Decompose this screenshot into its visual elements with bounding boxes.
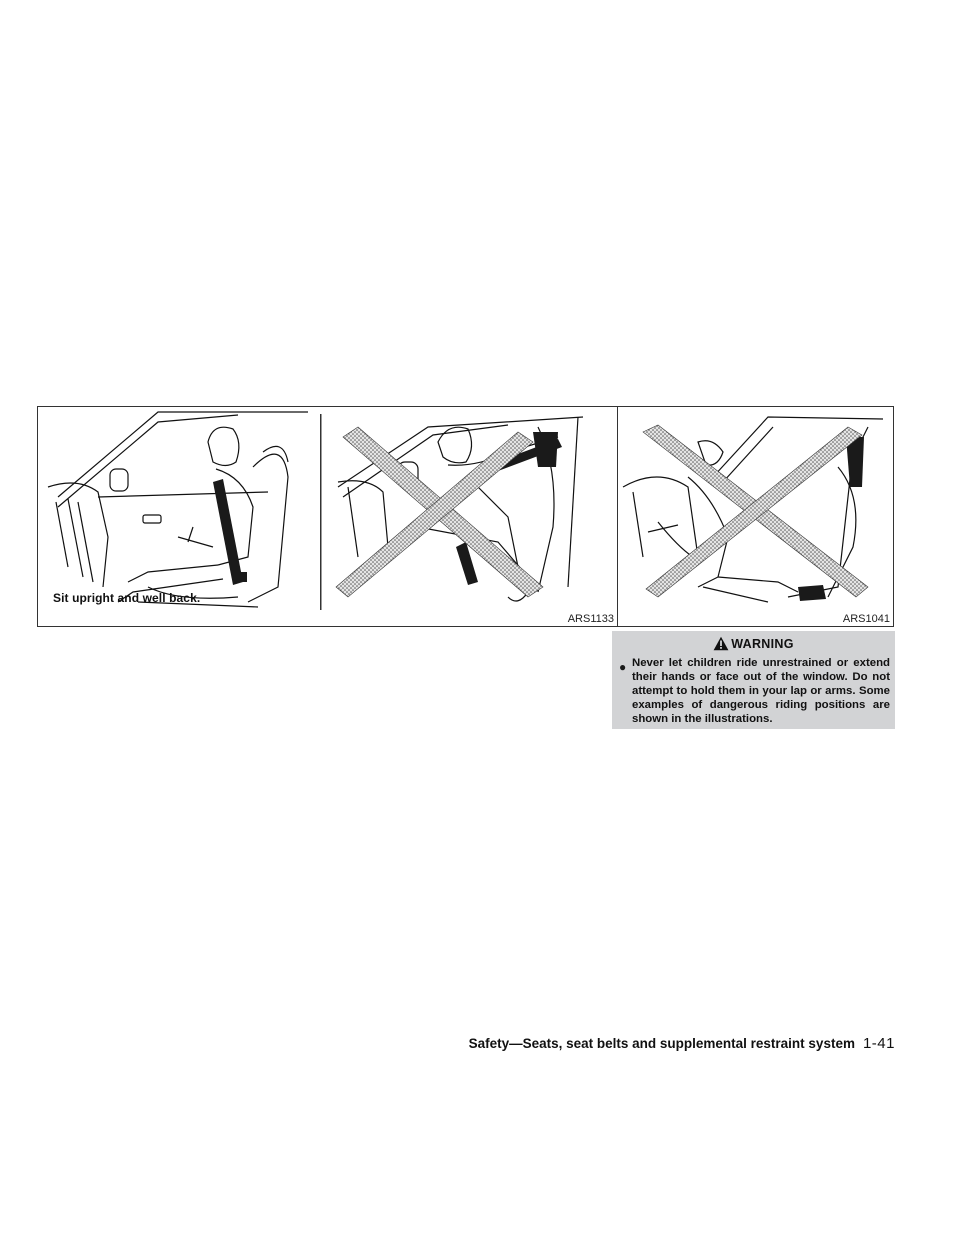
bullet-icon: ● xyxy=(619,660,627,674)
section-title: Safety—Seats, seat belts and supplemental restraint system xyxy=(468,1036,855,1051)
page-footer xyxy=(425,1035,895,1052)
figure-divider xyxy=(320,414,322,610)
warning-triangle-icon xyxy=(713,636,729,651)
figure-ars1041 xyxy=(617,406,894,627)
warning-heading-text: WARNING xyxy=(731,637,794,651)
figure-code: ARS1041 xyxy=(842,613,890,625)
figure-ars1133 xyxy=(37,406,618,627)
warning-text: Never let children ride unrestrained or extend their hands or face out of the window. Do not attempt to hold them in your lap or arms. Some examples of dangerous riding positions are shown in the illustrations. xyxy=(632,657,890,725)
figure-caption: Sit upright and well back. xyxy=(53,591,201,605)
warning-box xyxy=(612,631,895,729)
illustration-child-leaning-out-window xyxy=(618,407,895,628)
warning-heading xyxy=(612,636,895,651)
page-number: 1-41 xyxy=(862,1035,895,1052)
figure-code: ARS1133 xyxy=(567,613,614,625)
